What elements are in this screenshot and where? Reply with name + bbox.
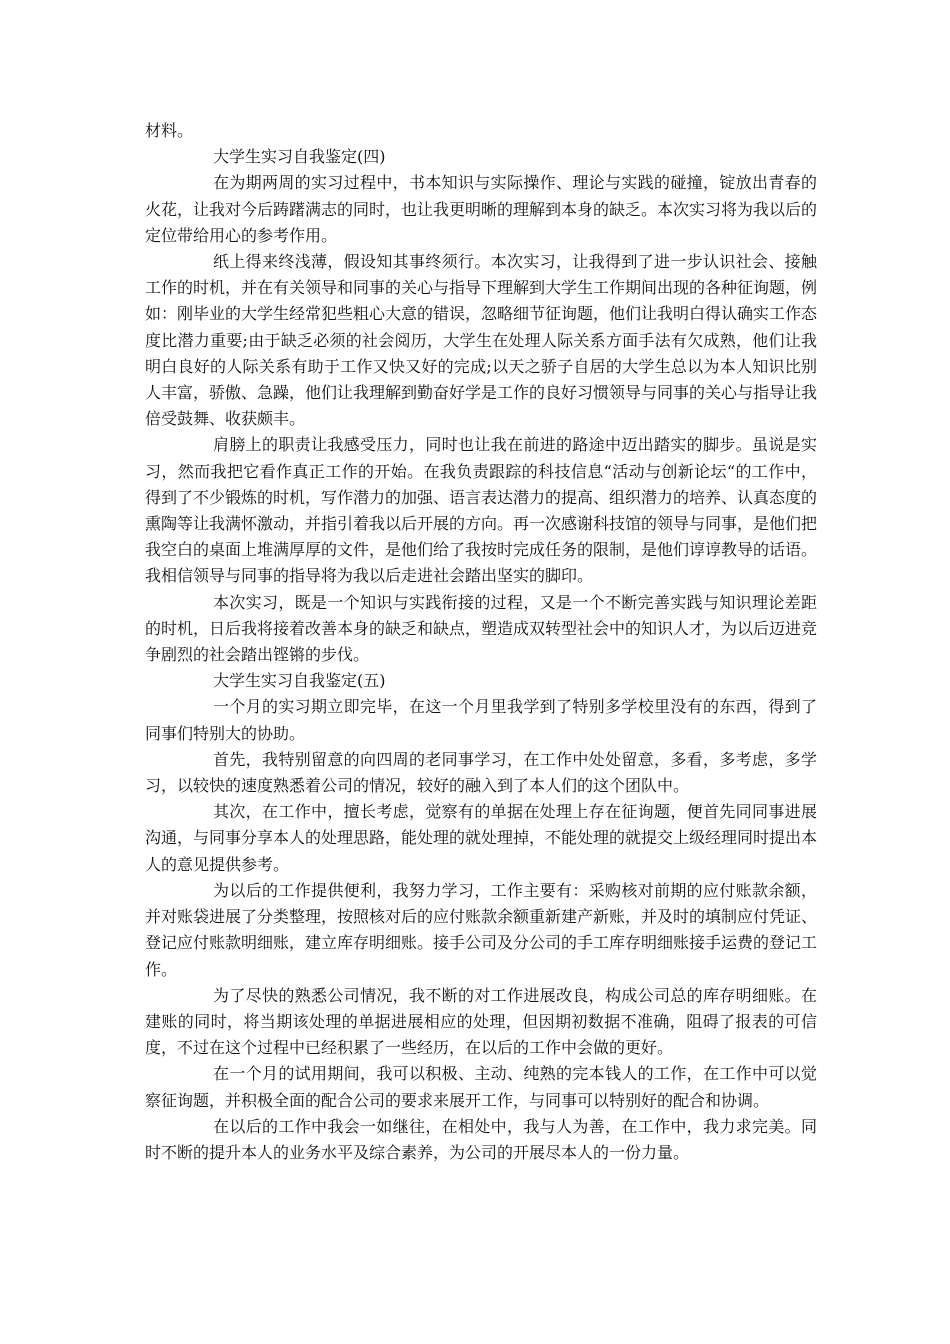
paragraph: 肩膀上的职责让我感受压力，同时也让我在前进的路途中迈出踏实的脚步。虽说是实习，然而我把它看作真正工作的开始。在我负责跟踪的科技信息“活动与创新论坛“的工作中，得到了不少锻炼的时机，写作潜力的加强、语言表达潜力的提高、组织潜力的培养、认真态度的熏陶等让我满怀激动，并指引着我以后开展的方向。再一次感谢科技馆的领导与同事，是他们把我空白的桌面上堆满厚厚的文件，是他们给了我按时完成任务的限制，是他们谆谆教导的话语。我相信领导与同事的指导将为我以后走进社会踏出坚实的脚印。: [145, 435, 818, 586]
paragraph: 纸上得来终浅薄，假设知其事终须行。本次实习，让我得到了进一步认识社会、接触工作的时机，并在有关领导和同事的关心与指导下理解到大学生工作期间出现的各种征询题，例如：刚毕业的大学生经常犯些粗心大意的错误，忽略细节征询题，他们让我明白得认确实工作态度比潜力重要;由于缺乏必须的社会阅历，大学生在处理人际关系方面手法有欠成熟，他们让我明白良好的人际关系有助于工作又快又好的完成;以天之骄子自居的大学生总以为本人知识比别人丰富，骄傲、急躁，他们让我理解到勤奋好学是工作的良好习惯领导与同事的关心与指导让我倍受鼓舞、收获颇丰。: [145, 252, 818, 429]
paragraph: 其次，在工作中，擅长考虑，觉察有的单据在处理上存在征询题，便首先同同事进展沟通，与同事分享本人的处理思路，能处理的就处理掉，不能处理的就提交上级经理同时提出本人的意见提供参考。: [145, 802, 818, 874]
paragraph: 本次实习，既是一个知识与实践衔接的过程，又是一个不断完善实践与知识理论差距的时机，日后我将接着改善本身的缺乏和缺点，塑造成双转型社会中的知识人才，为以后迈进竞争剧烈的社会踏出铿锵的步伐。: [145, 592, 818, 665]
paragraph: 在以后的工作中我会一如继往，在相处中，我与人为善，在工作中，我力求完美。同时不断的提升本人的业务水平及综合素养，为公司的开展尽本人的一份力量。: [145, 1116, 817, 1162]
paragraph: 一个月的实习期立即完毕，在这一个月里我学到了特别多学校里没有的东西，得到了同事们特别大的协助。: [145, 697, 817, 743]
section-heading-5: 大学生实习自我鉴定(五): [213, 671, 386, 691]
paragraph: 在一个月的试用期间，我可以积极、主动、纯熟的完本钱人的工作，在工作中可以觉察征询题，并积极全面的配合公司的要求来展开工作，与同事可以特别好的配合和协调。: [145, 1064, 817, 1110]
paragraph-continuation: 材料。: [145, 121, 194, 140]
paragraph: 为了尽快的熟悉公司情况，我不断的对工作进展改良，构成公司总的库存明细账。在建账的同时，将当期该处理的单据进展相应的处理，但因期初数据不准确，阻碍了报表的可信度，不过在这个过程中已经积累了一些经历，在以后的工作中会做的更好。: [145, 985, 817, 1058]
section-heading-4: 大学生实习自我鉴定(四): [213, 147, 386, 167]
paragraph: 为以后的工作提供便利，我努力学习，工作主要有：采购核对前期的应付账款余额，并对账袋进展了分类整理，按照核对后的应付账款余额重新建产新账，并及时的填制应付凭证、登记应付账款明细账，建立库存明细账。接手公司及分公司的手工库存明细账接手运费的登记工作。: [145, 880, 818, 979]
document-body: [145, 118, 817, 1166]
paragraph: 首先，我特别留意的向四周的老同事学习，在工作中处处留意，多看，多考虑，多学习，以较快的速度熟悉着公司的情况，较好的融入到了本人们的这个团队中。: [145, 749, 817, 796]
paragraph: 在为期两周的实习过程中，书本知识与实际操作、理论与实践的碰撞，锭放出青春的火花，让我对今后踌躇满志的同时，也让我更明晰的理解到本身的缺乏。本次实习将为我以后的定位带给用心的参考作用。: [145, 173, 818, 245]
